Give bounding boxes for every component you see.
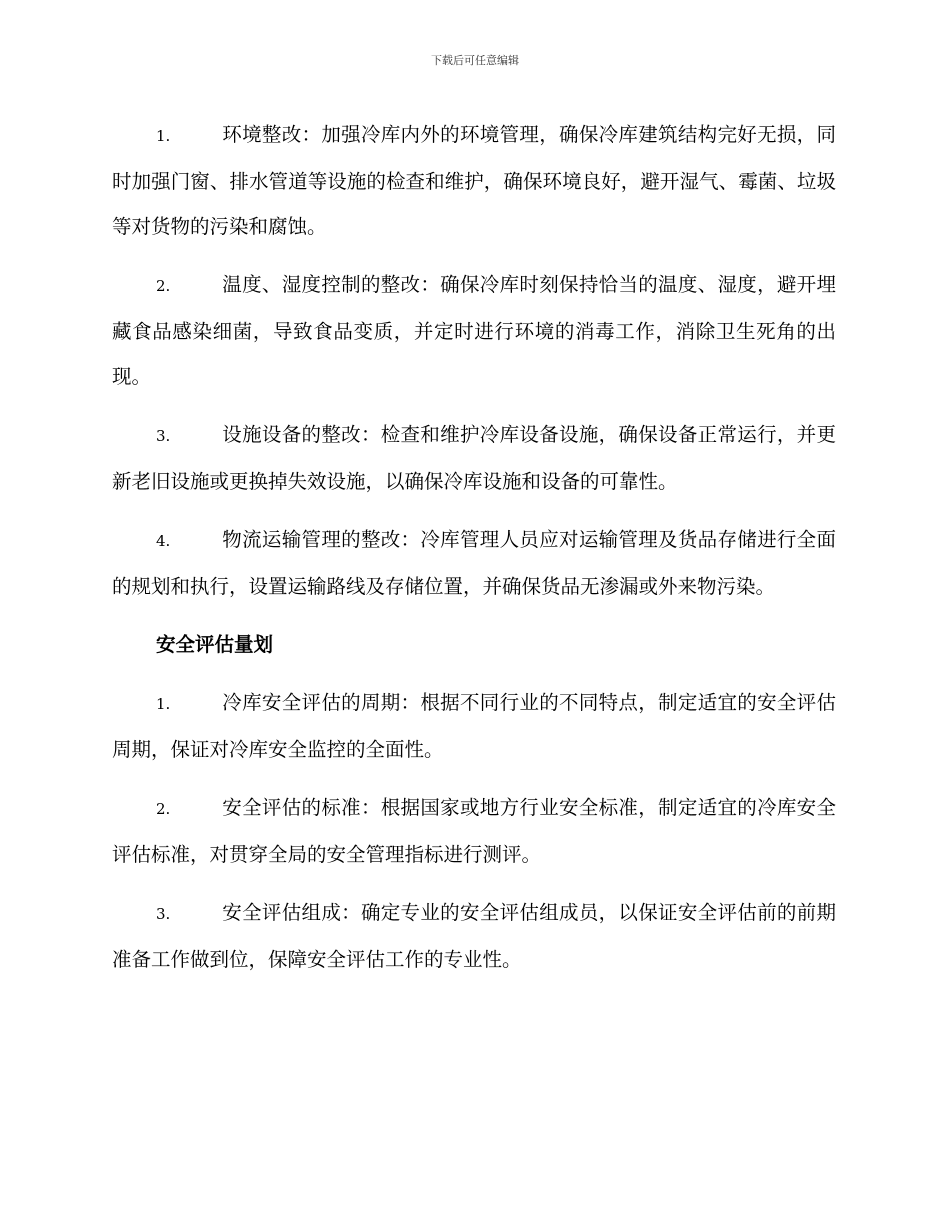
item-number: 2. [156,277,171,295]
list-item [112,112,836,249]
page-header: 下载后可任意编辑 [431,54,519,67]
list-item [112,680,836,772]
list-item [112,890,836,982]
item-number: 4. [156,532,171,550]
item-number: 2. [156,800,171,818]
item-text: 环境整改：加强冷库内外的环境管理，确保冷库建筑结构完好无损，同时加强门窗、排水管道等设施的检查和维护，确保环境良好，避开湿气、霉菌、垃圾等对货物的污染和腐蚀。 [112,123,836,238]
item-text: 冷库安全评估的周期：根据不同行业的不同特点，制定适宜的安全评估周期，保证对冷库安全监控的全面性。 [112,691,836,761]
item-number: 3. [156,905,171,923]
item-number: 1. [156,695,171,713]
list-item [112,262,836,399]
item-text: 安全评估组成：确定专业的安全评估组成员，以保证安全评估前的前期准备工作做到位，保障安全评估工作的专业性。 [112,901,836,971]
section-heading: 安全评估量划 [156,633,274,656]
list-item [112,517,836,609]
item-text: 安全评估的标准：根据国家或地方行业安全标准，制定适宜的冷库安全评估标准，对贯穿全局的安全管理指标进行测评。 [112,796,836,866]
list-item [112,412,836,504]
document-body [112,112,836,995]
list-item [112,785,836,877]
item-text: 设施设备的整改：检查和维护冷库设备设施，确保设备正常运行，并更新老旧设施或更换掉失效设施，以确保冷库设施和设备的可靠性。 [112,423,836,493]
item-number: 3. [156,427,171,445]
item-text: 物流运输管理的整改：冷库管理人员应对运输管理及货品存储进行全面的规划和执行，设置运输路线及存储位置，并确保货品无渗漏或外来物污染。 [112,528,836,598]
item-number: 1. [156,127,171,145]
item-text: 温度、湿度控制的整改：确保冷库时刻保持恰当的温度、湿度，避开埋藏食品感染细菌，导致食品变质，并定时进行环境的消毒工作，消除卫生死角的出现。 [112,273,836,388]
